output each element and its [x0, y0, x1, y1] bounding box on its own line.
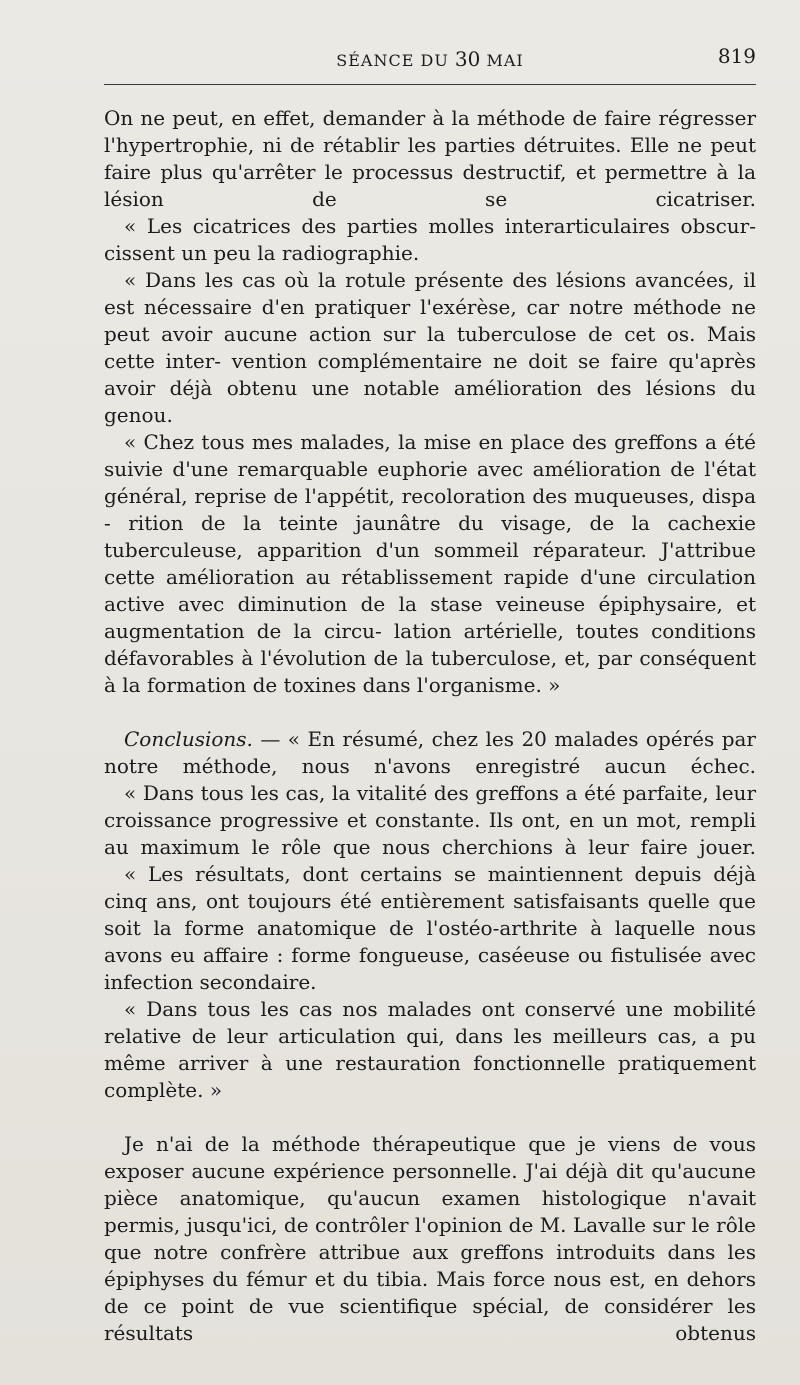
running-title: [104, 47, 756, 71]
text-line: vention complémentaire ne doit se faire qu'après avoir déjà: [104, 349, 756, 400]
running-title-text: SÉANCE DU: [336, 51, 449, 70]
text-line: de vue scientifique spécial, de considérer les résultats obtenus: [104, 1294, 756, 1345]
text-line: eu affaire : forme fongueuse, caséeuse ou fistulisée avec infection: [104, 943, 757, 994]
paragraph-conclusions: [104, 726, 756, 780]
page-header: [104, 44, 756, 74]
text-line: rition de la teinte jaunâtre du visage, de la cachexie tuberculeuse,: [104, 511, 756, 562]
text-line: tuberculose, et, par conséquent à la formation de toxines dans: [104, 646, 757, 697]
text-line: maximum le rôle que nous cherchions à leur faire jouer.: [140, 835, 756, 859]
conclusions-heading: Conclusions.: [124, 727, 253, 751]
paragraph-3: [104, 267, 756, 429]
text-line: « Les cicatrices des parties molles interarticulaires obscur-: [124, 214, 756, 238]
text-line: « Chez tous mes malades, la mise en place des greffons a été: [124, 430, 756, 454]
text-line: « Dans tous les cas nos malades ont conservé une mobilité: [124, 997, 756, 1021]
text-line: suivie d'une remarquable euphorie avec amélioration de l'état: [104, 457, 756, 481]
text-line: relative de leur articulation qui, dans les meilleurs cas, a pu: [104, 1024, 756, 1048]
paragraph-2: [104, 213, 756, 267]
running-title-number: 30: [454, 47, 481, 71]
text-line: de la stase veineuse épiphysaire, et augmentation de la circu-: [104, 592, 756, 643]
text-line: — « En résumé, chez les 20 malades opérés par: [252, 727, 756, 751]
body-text: [104, 105, 756, 1347]
text-line: jusqu'ici, de contrôler l'opinion de M. Lavalle sur le rôle que: [104, 1213, 756, 1264]
text-line: pièce anatomique, qu'aucun examen histologique n'avait permis,: [104, 1186, 756, 1237]
text-line: cissent un peu la radiographie.: [104, 241, 420, 265]
text-line: complète. »: [104, 1078, 223, 1102]
text-line: général, reprise de l'appétit, recoloration des muqueuses, dispa -: [104, 484, 756, 535]
running-title-month: MAI: [486, 51, 524, 70]
text-line: obtenu une notable amélioration des lésions du genou.: [104, 376, 757, 427]
text-line: au rétablissement rapide d'une circulation active avec diminution: [104, 565, 757, 616]
paragraph-1: [104, 105, 756, 213]
text-line: secondaire.: [199, 970, 317, 994]
text-line: « Les résultats, dont certains se maintiennent depuis déjà: [124, 862, 756, 886]
text-line: lation artérielle, toutes conditions défavorables à l'évolution de la: [104, 619, 757, 670]
text-line: nécessaire d'en pratiquer l'exérèse, car notre méthode ne peut: [104, 295, 756, 346]
text-line: exposer aucune expérience personnelle. J'ai déjà dit qu'aucune: [104, 1159, 756, 1183]
paragraph-7: [104, 861, 756, 996]
text-line: notre méthode, nous n'avons enregistré aucun échec.: [104, 754, 756, 778]
text-line: avoir aucune action sur la tuberculose de cet os. Mais cette inter-: [104, 322, 756, 373]
text-line: On ne peut, en effet, demander à la méthode de faire régresser: [104, 106, 756, 130]
text-line: faire plus qu'arrêter le processus destructif, et permettre à la: [104, 160, 756, 184]
paragraph-9: [104, 1131, 756, 1347]
text-line: « Dans les cas où la rotule présente des lésions avancées, il est: [104, 268, 756, 319]
text-line: même arriver à une restauration fonctionnelle pratiquement: [104, 1051, 756, 1075]
text-line: cinq ans, ont toujours été entièrement satisfaisants quelle que: [104, 889, 756, 913]
text-line: croissance progressive et constante. Ils ont, en un mot, rempli au: [104, 808, 756, 859]
text-line: du fémur et du tibia. Mais force nous est, en dehors de ce point: [104, 1267, 757, 1318]
text-line: Je n'ai de la méthode thérapeutique que je viens de vous: [124, 1132, 756, 1156]
paragraph-6: [104, 780, 756, 861]
text-line: l'hypertrophie, ni de rétablir les parties détruites. Elle ne peut: [104, 133, 756, 157]
text-line: soit la forme anatomique de l'ostéo-arthrite à laquelle nous avons: [104, 916, 756, 967]
page-number: 819: [717, 44, 756, 68]
paragraph-4: [104, 429, 756, 699]
text-line: notre confrère attribue aux greffons introduits dans les épiphyses: [104, 1240, 756, 1291]
text-line: lésion de se cicatriser.: [104, 187, 756, 211]
text-line: l'organisme. »: [416, 673, 561, 697]
header-rule: [104, 84, 756, 85]
text-line: apparition d'un sommeil réparateur. J'attribue cette amélioration: [104, 538, 756, 589]
text-line: « Dans tous les cas, la vitalité des greffons a été parfaite, leur: [124, 781, 756, 805]
paragraph-8: [104, 996, 756, 1104]
